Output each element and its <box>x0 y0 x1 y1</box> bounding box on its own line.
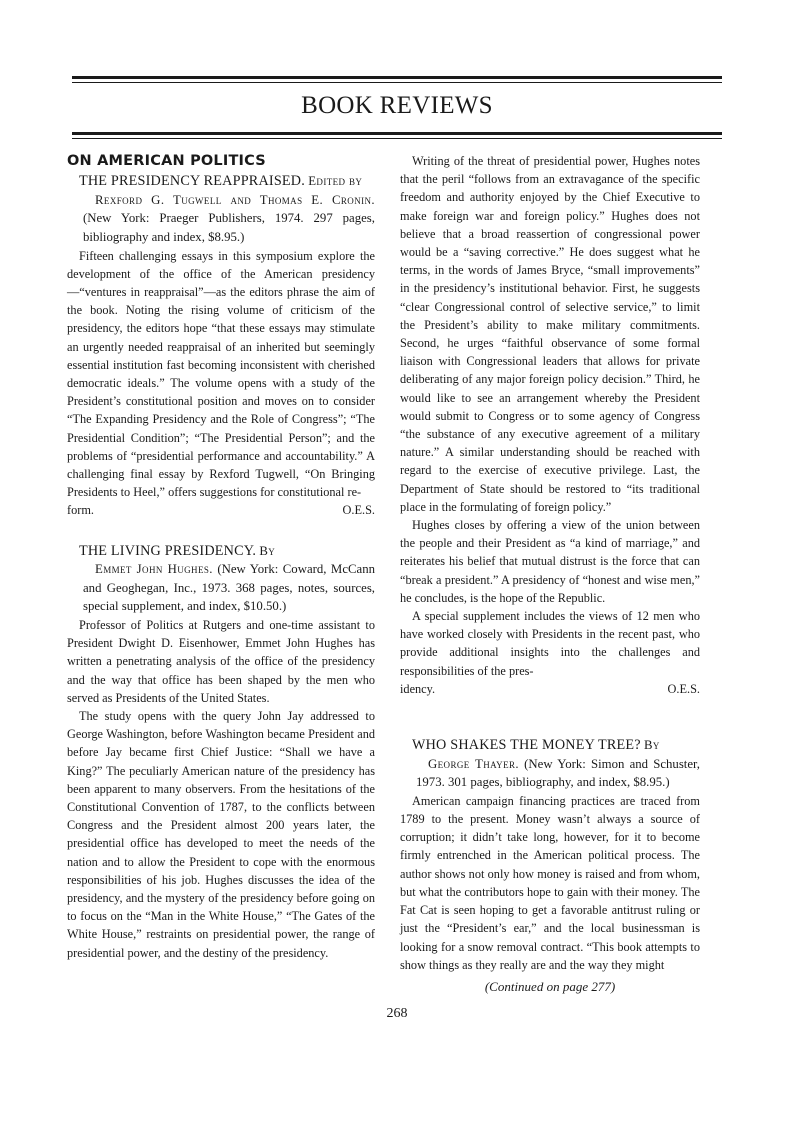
review2-details <box>67 560 375 616</box>
review1-publication: (New York: Praeger Publishers, 1974. 297 pages, bibliography and index, $8.95.) <box>83 211 375 244</box>
review2-title: THE LIVING PRESIDENCY. <box>79 542 257 559</box>
review3-details <box>400 755 700 792</box>
review3-publication: (New York: Simon and Schuster, 1973. 301 pages, bibliography, and index, $8.95.) <box>416 756 700 790</box>
review1-signature-line <box>67 501 375 519</box>
top-rule-thick <box>72 76 722 79</box>
review1-details <box>67 191 375 247</box>
left-column <box>67 152 375 962</box>
continued-note: (Continued on page 277) <box>484 978 616 994</box>
review3-by: By <box>643 738 660 753</box>
review1-edited-by: Edited by <box>308 174 363 189</box>
right-column <box>400 152 700 996</box>
review1-initials: O.E.S. <box>342 503 375 518</box>
review1-citation <box>67 172 375 246</box>
review2-publication: (New York: Coward, McCann and Geoghegan, Inc., 1973. 368 pages, notes, sources, special supplement, and index, $10.50.) <box>83 562 376 614</box>
review1-title: THE PRESIDENCY REAPPRAISED. <box>79 173 305 190</box>
review3-author: George Thayer. <box>428 756 519 771</box>
review2-paragraph-2: The study opens with the query John Jay addressed to George Washington, before Washington became President and before Jay became first Chief Justice: “Shall we have a King?” The peculiarly American nature of the presidency has been apparent to many observers. From the hesitations of the Constitutional Convention of 1787, to the conflicts between Congress and the President almost 200 years later, the presidential office has developed to meet the needs of the nation and to allow the President to cope with the enormous responsibilities of his job. Hughes discusses the idea of the presidency, and the mystery of the presidency before going on to focus on the “Man in the White House,” “The Gates of the White House,” restraints on presidential power, the range of presidential power, and the destiny of the presidency. <box>67 709 375 960</box>
top-rule-thin <box>72 82 722 83</box>
review2-signature-line <box>400 680 700 698</box>
review2-by: By <box>259 543 276 558</box>
review2-paragraph-3: Writing of the threat of presidential power, Hughes notes that the peril “follows from an extravagance of the specific freedom and authority enjoyed by the Chief Executive to make foreign war and foreign policy.” Hughes does not believe that a broad reassertion of congressional power would be a “saving corrective.” He does suggest what he terms, in the words of James Bryce, “small improvements” in the presidency’s institutional behavior. First, he suggests “clear Congressional control of selective service,” to limit the President’s ability to make military commitments. Second, he urges “faithful observance of some formal liaison with Congressional leaders that allows for private deliberating of any major foreign policy decision.” Third, he would like to see an arrangement whereby the President would submit to Congress or to some agency of Congress “the substance of any executive agreement of a military nature.” A similar understanding should be reached with regard to the exercise of executive privilege. Last, the Department of State should be restored to “its traditional place in the formulating of foreign policy.” <box>400 154 700 514</box>
page-number: 268 <box>386 1006 408 1021</box>
review3-title: WHO SHAKES THE MONEY TREE? <box>412 737 641 754</box>
page-header-title: BOOK REVIEWS <box>301 92 493 119</box>
header-rule-thin <box>72 138 722 139</box>
review1-last-word: form. <box>67 503 94 518</box>
review2-last-word: idency. <box>400 681 436 696</box>
review3-body: American campaign financing practices are traced from 1789 to the present. Money wasn’t always a source of corruption; it didn’t take long, however, for it to become firmly entrenched in the American political process. The author shows not only how money is raised and from whom, but what the contributors hope to gain with their money. The Fat Cat is seen hoping to get a favorable antitrust ruling or just the “President’s ear,” and the local businessman is looking for a snow removal contract. “This book attempts to show things as they really are and the way they might <box>400 793 700 972</box>
review3-citation <box>400 736 700 792</box>
review2-paragraph-4: Hughes closes by offering a view of the union between the people and their President as “a kind of marriage,” and reiterates his belief that mutual distrust is the force that can “break a president.” A presidency of “honest and wise men,” he concludes, is the hope of the Republic. <box>400 518 700 605</box>
review2-paragraph-1: Professor of Politics at Rutgers and one-time assistant to President Dwight D. Eisenhower, Emmet John Hughes has written a penetrating analysis of the office of the presidency and the way that office has been shaped by the men who served as Presidents of the United States. <box>67 618 375 705</box>
review2-initials: O.E.S. <box>667 681 700 696</box>
header-rule-thick <box>72 132 722 135</box>
review2-citation <box>67 542 375 616</box>
review1-editors: Rexford G. Tugwell and Thomas E. Cronin. <box>95 192 375 207</box>
review2-paragraph-5: A special supplement includes the views of 12 men who have worked closely with Presidents in the recent past, who provide additional insights into the challenges and responsibilities of the pres- <box>400 609 700 678</box>
section-heading: ON AMERICAN POLITICS <box>67 153 266 169</box>
review1-body: Fifteen challenging essays in this symposium explore the development of the office of the American presidency—“ventures in reappraisal”—as the editors phrase the aim of the book. Noting the rising volume of criticism of the presidency, the editors hope “that these essays may stimulate an urgently needed reappraisal of an inherited but seemingly essential institution fast becoming inconsistent with cherished democratic ideals.” The volume opens with a study of the President’s constitutional position and moves on to consider “The Expanding Presidency and the Role of Congress”; “The Presidential Condition”; “The Presidential Person”; and the problems of “presidential performance and accountability.” A challenging final essay by Rexford Tugwell, “On Bringing Presidents to Heel,” offers suggestions for constitutional re- <box>67 248 375 500</box>
review2-author: Emmet John Hughes. <box>95 562 213 577</box>
